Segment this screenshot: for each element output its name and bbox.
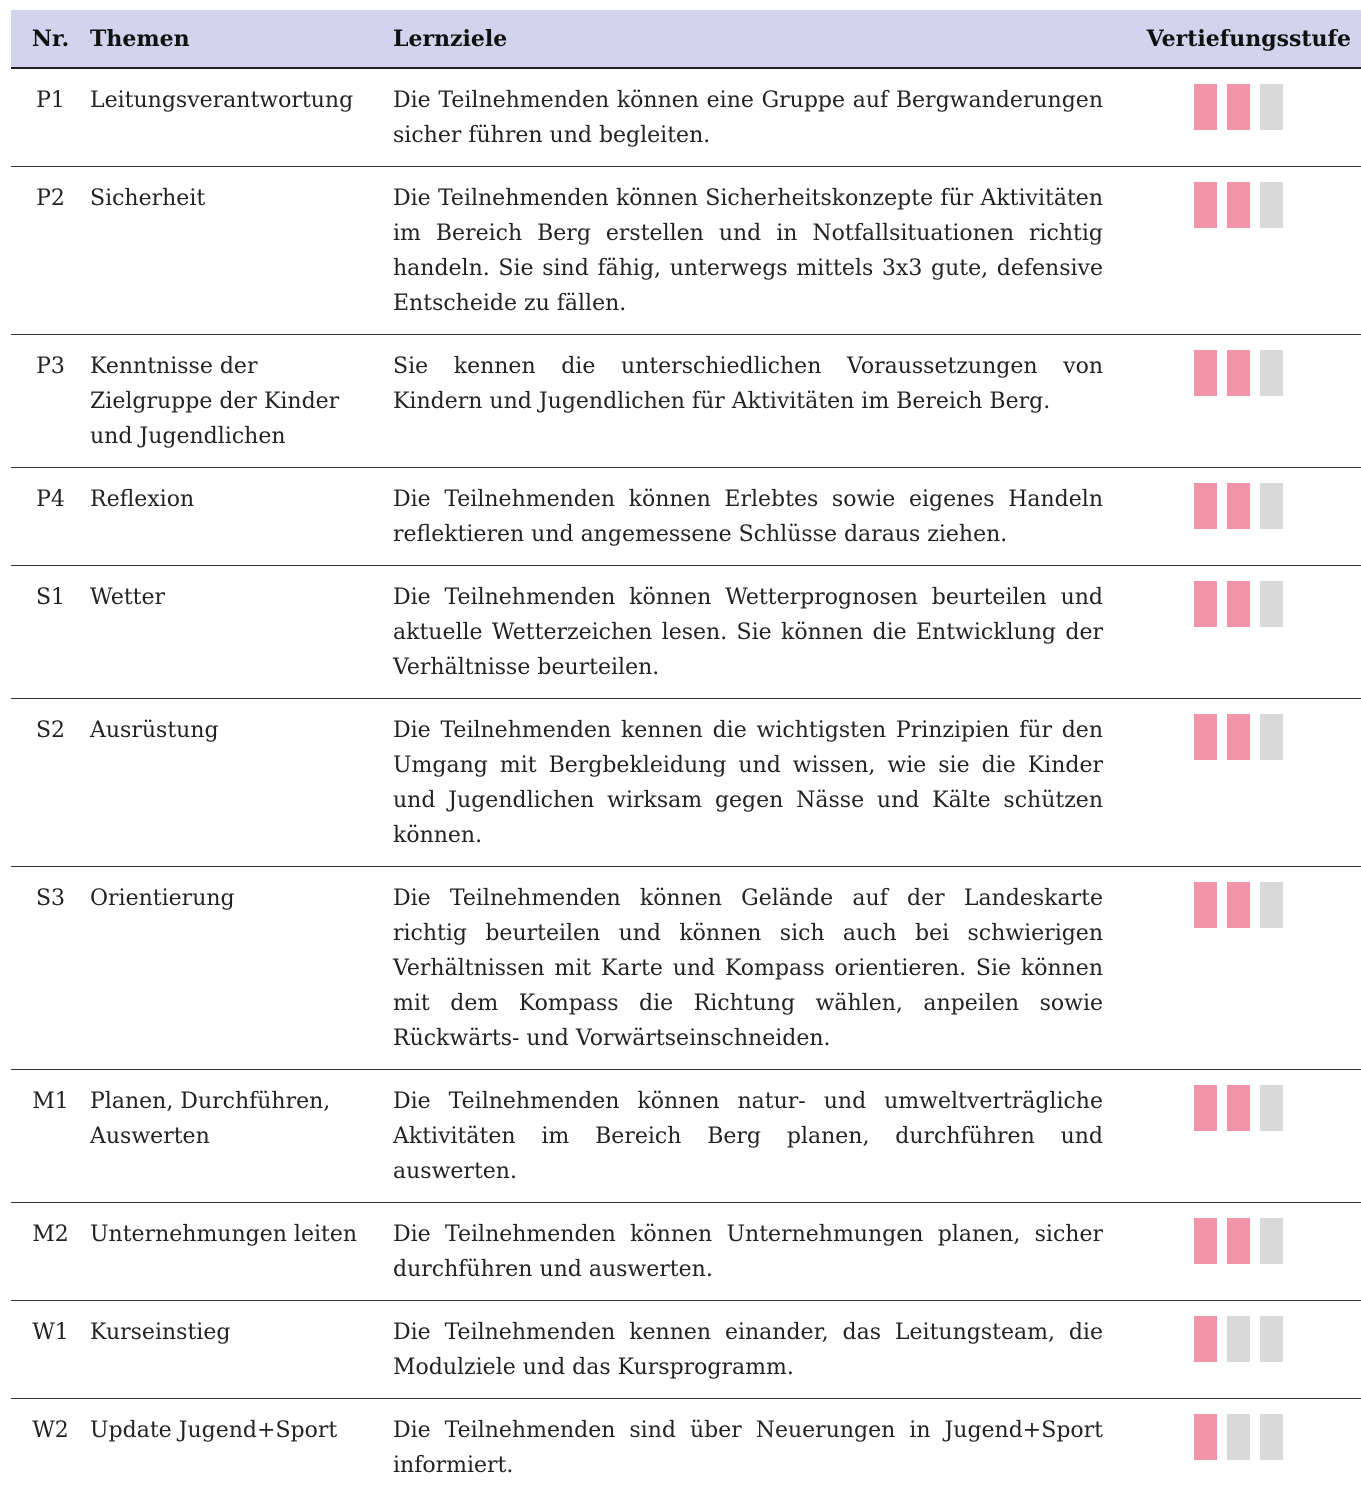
- row-lernziel: Die Teilnehmenden können Sicherheitskonzepte für Aktivitäten im Bereich Berg erstellen und in Notfallsituationen richtig handeln. Sie sind fähig, unterwegs mittels 3x3 gute, defensive Entscheide zu fällen.: [393, 167, 1105, 335]
- row-lernziel: Die Teilnehmenden können Wetterprognosen beurteilen und aktuelle Wetterzeichen lesen. Sie können die Entwicklung der Verhältnisse beurteilen.: [393, 566, 1105, 699]
- level-bar-empty: [1260, 483, 1283, 529]
- level-bar-filled: [1227, 350, 1250, 396]
- level-bar-filled: [1194, 714, 1217, 760]
- row-vertiefungsstufe: [1105, 1399, 1361, 1497]
- row-thema: Kurseinstieg: [90, 1301, 393, 1399]
- level-bar-empty: [1260, 1085, 1283, 1131]
- level-bar-empty: [1260, 581, 1283, 627]
- level-bar-filled: [1194, 350, 1217, 396]
- level-indicator: [1194, 350, 1361, 396]
- level-bar-filled: [1194, 1316, 1217, 1362]
- level-bar-filled: [1194, 581, 1217, 627]
- row-nr: S2: [11, 699, 90, 867]
- row-vertiefungsstufe: [1105, 335, 1361, 468]
- level-bar-filled: [1227, 581, 1250, 627]
- level-indicator: [1194, 84, 1361, 130]
- row-nr: W2: [32, 1418, 69, 1443]
- level-bar-filled: [1227, 1218, 1250, 1264]
- level-indicator: [1194, 1414, 1361, 1460]
- level-bar-empty: [1227, 1414, 1250, 1460]
- row-thema: Ausrüstung: [90, 699, 393, 867]
- level-bar-empty: [1260, 882, 1283, 928]
- level-bar-filled: [1194, 882, 1217, 928]
- row-lernziel: Die Teilnehmenden können Erlebtes sowie eigenes Handeln reflektieren und angemessene Schlüsse daraus ziehen.: [393, 468, 1105, 566]
- level-bar-empty: [1260, 1218, 1283, 1264]
- row-nr: M1: [11, 1070, 90, 1203]
- level-bar-filled: [1227, 84, 1250, 130]
- level-indicator: [1194, 714, 1361, 760]
- row-vertiefungsstufe: [1105, 167, 1361, 335]
- table-row: [11, 1203, 1361, 1301]
- level-indicator: [1194, 182, 1361, 228]
- level-bar-filled: [1194, 1218, 1217, 1264]
- level-bar-filled: [1227, 1085, 1250, 1131]
- level-bar-empty: [1260, 182, 1283, 228]
- level-bar-filled: [1194, 182, 1217, 228]
- level-bar-filled: [1227, 882, 1250, 928]
- row-thema: Planen, Durchführen, Auswerten: [90, 1070, 393, 1203]
- row-lernziel: Die Teilnehmenden können eine Gruppe auf Bergwanderungen sicher führen und begleiten.: [393, 68, 1105, 167]
- table-body: [11, 68, 1361, 1496]
- table-row: [11, 167, 1361, 335]
- row-thema: Unternehmungen leiten: [90, 1203, 393, 1301]
- row-nr: S3: [11, 867, 90, 1070]
- row-thema: Update Jugend+Sport: [90, 1418, 338, 1443]
- level-bar-empty: [1260, 1316, 1283, 1362]
- row-lernziel: Die Teilnehmenden können Unternehmungen planen, sicher durchführen und auswerten.: [393, 1203, 1105, 1301]
- header-themen: Themen: [90, 10, 393, 68]
- row-lernziel: Die Teilnehmenden sind über Neuerungen in Jugend+Sport informiert.: [393, 1418, 1103, 1478]
- level-bar-empty: [1260, 350, 1283, 396]
- level-indicator: [1194, 581, 1361, 627]
- row-vertiefungsstufe: [1105, 468, 1361, 566]
- row-vertiefungsstufe: [1105, 1070, 1361, 1203]
- row-thema: Wetter: [90, 566, 393, 699]
- level-indicator: [1194, 882, 1361, 928]
- level-bar-filled: [1194, 483, 1217, 529]
- header-nr: Nr.: [11, 10, 90, 68]
- row-thema: Reflexion: [90, 468, 393, 566]
- table-row: [11, 68, 1361, 167]
- row-vertiefungsstufe: [1105, 699, 1361, 867]
- table-row: [11, 699, 1361, 867]
- level-bar-filled: [1227, 714, 1250, 760]
- header-row: [11, 10, 1361, 68]
- row-vertiefungsstufe: [1105, 1203, 1361, 1301]
- row-lernziel: Die Teilnehmenden kennen die wichtigsten Prinzipien für den Umgang mit Bergbekleidung und wissen, wie sie die Kinder und Jugendlichen wirksam gegen Nässe und Kälte schützen können.: [393, 699, 1105, 867]
- table-row: [11, 1301, 1361, 1399]
- header-vertiefungsstufe: Vertiefungsstufe: [1105, 10, 1361, 68]
- level-bar-empty: [1260, 714, 1283, 760]
- level-indicator: [1194, 1218, 1361, 1264]
- row-lernziel: Sie kennen die unterschiedlichen Voraussetzungen von Kindern und Jugendlichen für Aktivitäten im Bereich Berg.: [393, 335, 1105, 468]
- level-indicator: [1194, 483, 1361, 529]
- level-bar-filled: [1194, 1414, 1217, 1460]
- row-lernziel: Die Teilnehmenden kennen einander, das Leitungsteam, die Modulziele und das Kursprogramm.: [393, 1301, 1105, 1399]
- row-nr: W1: [11, 1301, 90, 1399]
- row-nr: P1: [11, 68, 90, 167]
- header-lernziele: Lernziele: [393, 10, 1105, 68]
- level-bar-filled: [1227, 483, 1250, 529]
- row-vertiefungsstufe: [1105, 867, 1361, 1070]
- row-nr: P3: [11, 335, 90, 468]
- table-row: [11, 867, 1361, 1070]
- level-bar-empty: [1260, 84, 1283, 130]
- level-bar-filled: [1227, 182, 1250, 228]
- row-thema: Leitungsverantwortung: [90, 68, 393, 167]
- row-nr: S1: [11, 566, 90, 699]
- row-lernziel: Die Teilnehmenden können natur- und umweltverträgliche Aktivitäten im Bereich Berg planen, durchführen und auswerten.: [393, 1070, 1105, 1203]
- table-row: [11, 566, 1361, 699]
- table-row: [11, 1399, 1361, 1497]
- table-row: [11, 1070, 1361, 1203]
- table-header: [11, 10, 1361, 68]
- row-nr: P4: [11, 468, 90, 566]
- row-vertiefungsstufe: [1105, 1301, 1361, 1399]
- level-bar-filled: [1194, 1085, 1217, 1131]
- row-thema: Kenntnisse der Zielgruppe der Kinder und Jugendlichen: [90, 335, 393, 468]
- level-indicator: [1194, 1316, 1361, 1362]
- level-indicator: [1194, 1085, 1361, 1131]
- lernziele-table: [11, 10, 1361, 1496]
- row-nr: P2: [11, 167, 90, 335]
- row-vertiefungsstufe: [1105, 566, 1361, 699]
- level-bar-empty: [1260, 1414, 1283, 1460]
- row-lernziel: Die Teilnehmenden können Gelände auf der Landeskarte richtig beurteilen und können sich auch bei schwierigen Verhältnissen mit Karte und Kompass orientieren. Sie können mit dem Kompass die Richtung wählen, anpeilen sowie Rückwärts- und Vorwärtseinschneiden.: [393, 867, 1105, 1070]
- level-bar-empty: [1227, 1316, 1250, 1362]
- row-thema: Sicherheit: [90, 167, 393, 335]
- row-thema: Orientierung: [90, 867, 393, 1070]
- table-row: [11, 335, 1361, 468]
- table-row: [11, 468, 1361, 566]
- row-vertiefungsstufe: [1105, 68, 1361, 167]
- row-nr: M2: [11, 1203, 90, 1301]
- level-bar-filled: [1194, 84, 1217, 130]
